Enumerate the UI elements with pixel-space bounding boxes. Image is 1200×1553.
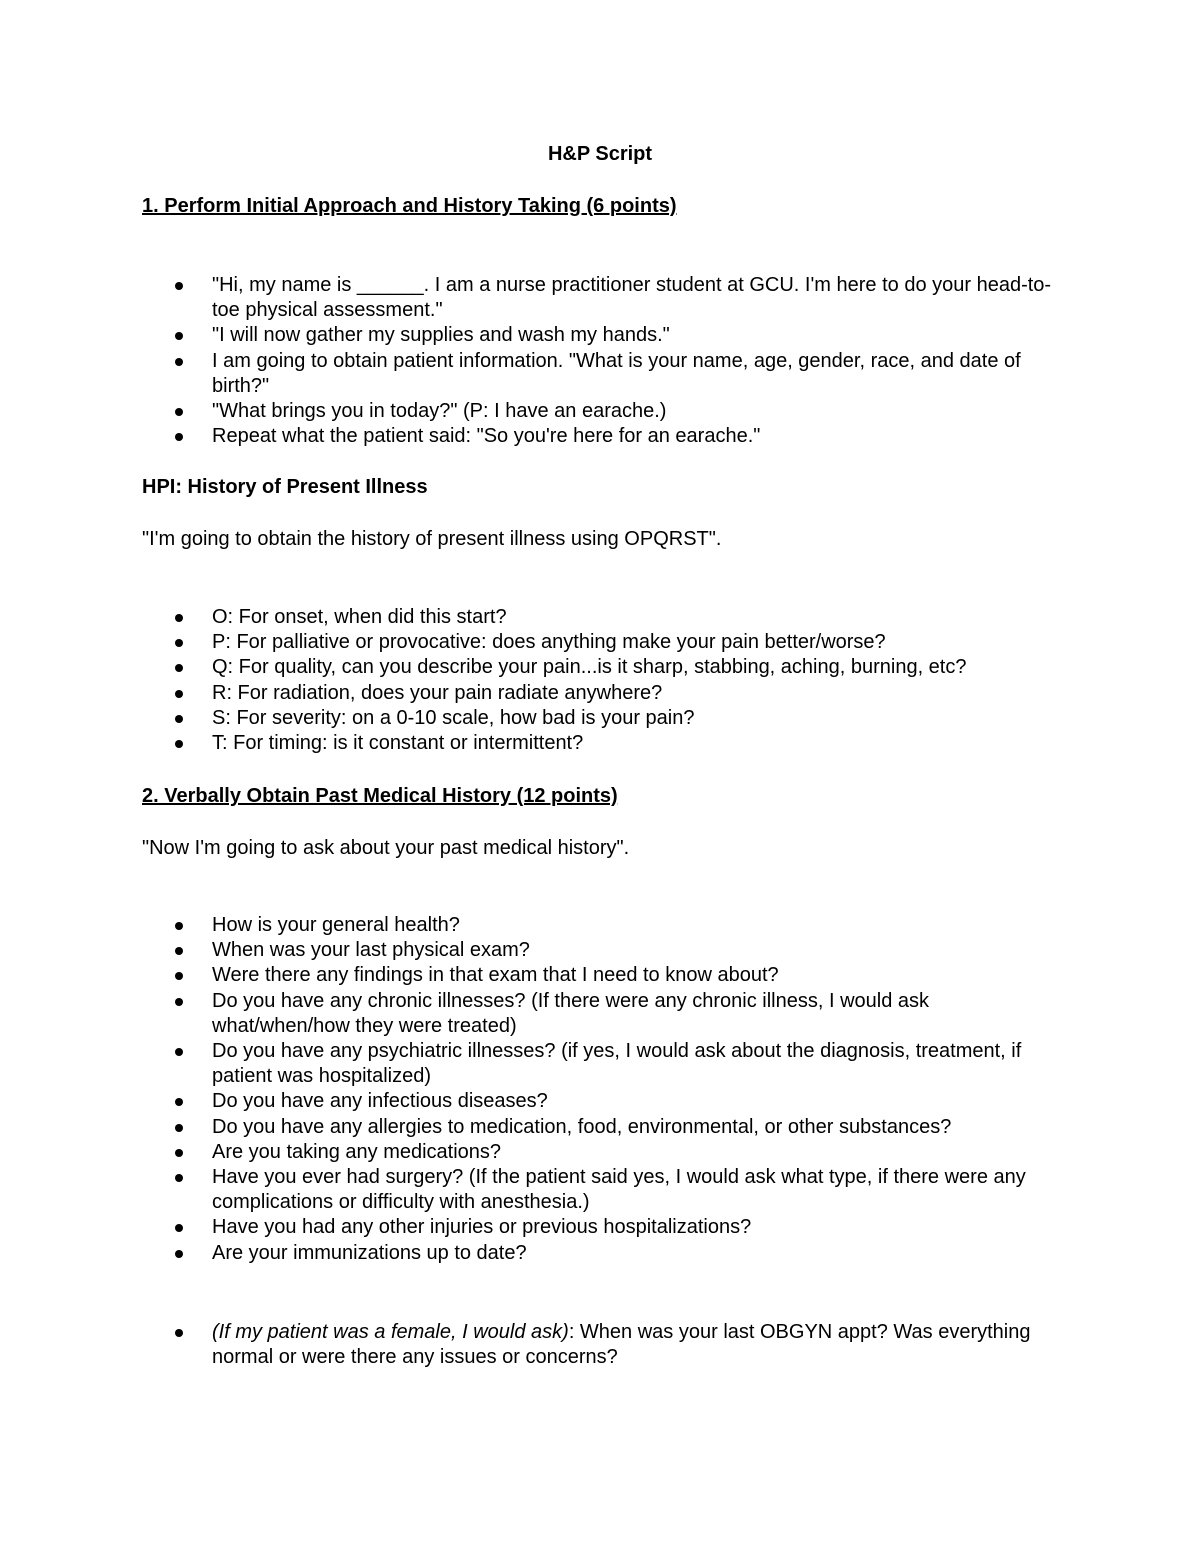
list-item: Do you have any psychiatric illnesses? (if yes, I would ask about the diagnosis, treatment, if patient was hospitalized) (0, 1039, 1062, 1089)
bullet-icon (175, 1098, 183, 1106)
bullet-icon (175, 690, 183, 698)
bullet-icon (175, 972, 183, 980)
bullet-icon (175, 947, 183, 955)
list-item: Have you ever had surgery? (If the patient said yes, I would ask what type, if there were any complications or difficulty with anesthesia.) (0, 1165, 1062, 1215)
list-item: Are you taking any medications? (0, 1140, 1062, 1165)
hpi-intro: "I'm going to obtain the history of present illness using OPQRST". (142, 528, 722, 550)
bullet-icon (175, 1149, 183, 1157)
list-item: Do you have any allergies to medication, food, environmental, or other substances? (0, 1115, 1062, 1140)
list-item: "Hi, my name is ______. I am a nurse practitioner student at GCU. I'm here to do your head-to-toe physical assessment." (0, 273, 1062, 323)
bullet-icon (175, 1174, 183, 1182)
bullet-icon (175, 1224, 183, 1232)
bullet-icon (175, 358, 183, 366)
list-item: Do you have any chronic illnesses? (If there were any chronic illness, I would ask what/when/how they were treated) (0, 989, 1062, 1039)
bullet-icon (175, 639, 183, 647)
list-item: "What brings you in today?" (P: I have an earache.) (0, 399, 1062, 424)
section1-heading: 1. Perform Initial Approach and History Taking (6 points) (142, 195, 677, 217)
bullet-icon (175, 1329, 183, 1337)
list-item: S: For severity: on a 0-10 scale, how bad is your pain? (0, 706, 1062, 731)
bullet-icon (175, 1048, 183, 1056)
list-item: Are your immunizations up to date? (0, 1241, 1062, 1266)
list-item: Do you have any infectious diseases? (0, 1089, 1062, 1114)
list-item: Have you had any other injuries or previous hospitalizations? (0, 1215, 1062, 1240)
section2-female-list (0, 1320, 1200, 1370)
bullet-icon (175, 332, 183, 340)
bullet-icon (175, 1250, 183, 1258)
section2-list (0, 913, 1200, 1266)
bullet-icon (175, 408, 183, 416)
section2-heading: 2. Verbally Obtain Past Medical History (12 points) (142, 785, 618, 807)
list-item: Q: For quality, can you describe your pain...is it sharp, stabbing, aching, burning, etc? (0, 655, 1062, 680)
bullet-icon (175, 998, 183, 1006)
list-item: "I will now gather my supplies and wash my hands." (0, 323, 1062, 348)
hpi-heading: HPI: History of Present Illness (142, 476, 428, 498)
list-item: R: For radiation, does your pain radiate anywhere? (0, 681, 1062, 706)
bullet-icon (175, 433, 183, 441)
document-title: H&P Script (547, 143, 653, 165)
list-item: How is your general health? (0, 913, 1062, 938)
bullet-icon (175, 740, 183, 748)
list-item: I am going to obtain patient information. "What is your name, age, gender, race, and date of birth?" (0, 349, 1062, 399)
bullet-icon (175, 1124, 183, 1132)
bullet-icon (175, 715, 183, 723)
list-item: Repeat what the patient said: "So you're here for an earache." (0, 424, 1062, 449)
bullet-icon (175, 282, 183, 290)
list-item: O: For onset, when did this start? (0, 605, 1062, 630)
list-item: T: For timing: is it constant or intermittent? (0, 731, 1062, 756)
hpi-list (0, 605, 1200, 756)
list-item: P: For palliative or provocative: does anything make your pain better/worse? (0, 630, 1062, 655)
list-item: (If my patient was a female, I would ask): When was your last OBGYN appt? Was everything normal or were there any issues or concerns? (0, 1320, 1062, 1370)
bullet-icon (175, 922, 183, 930)
section2-intro: "Now I'm going to ask about your past medical history". (142, 837, 630, 859)
bullet-icon (175, 664, 183, 672)
section1-list (0, 273, 1200, 449)
list-item: When was your last physical exam? (0, 938, 1062, 963)
bullet-icon (175, 614, 183, 622)
list-item: Were there any findings in that exam that I need to know about? (0, 963, 1062, 988)
